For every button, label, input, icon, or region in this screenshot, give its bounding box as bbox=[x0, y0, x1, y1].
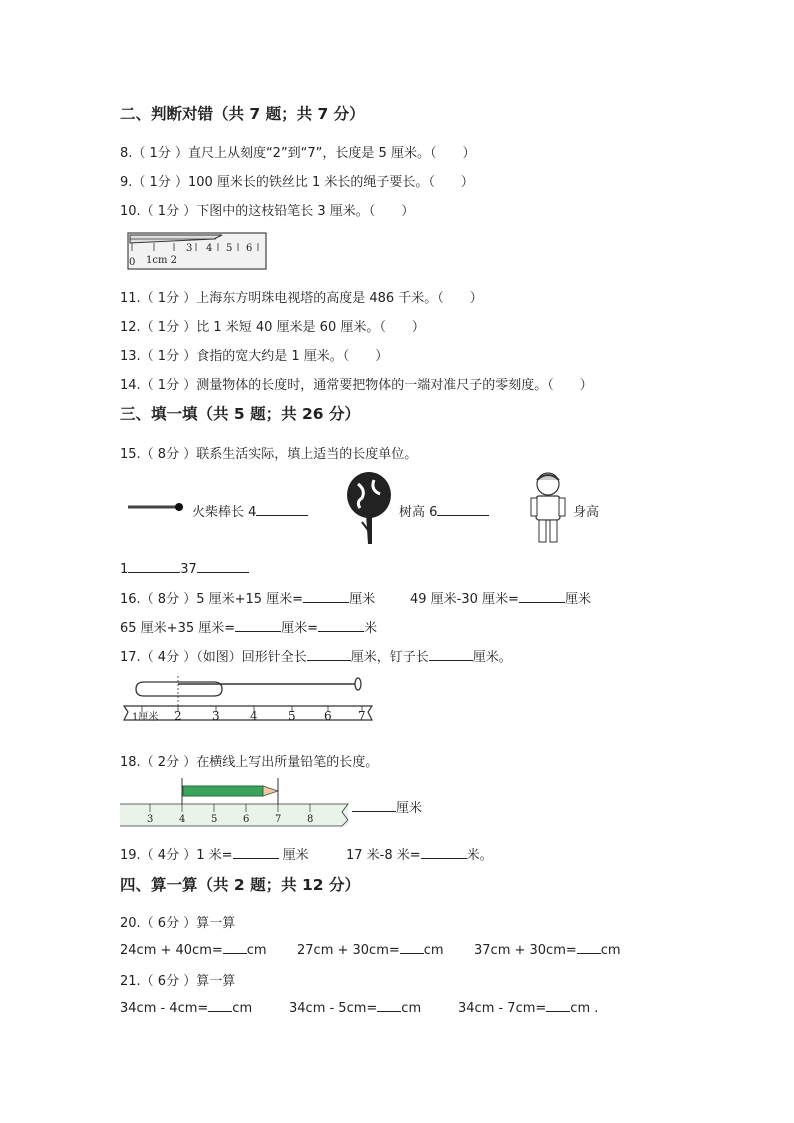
answer-blank[interactable] bbox=[256, 503, 308, 516]
answer-blank[interactable] bbox=[235, 619, 281, 632]
answer-blank[interactable] bbox=[546, 999, 570, 1012]
answer-blank[interactable] bbox=[318, 619, 364, 632]
question-16-c: 65 厘米+35 厘米= 厘米= 米 bbox=[120, 621, 378, 636]
section-4-title: 四、算一算（共 2 题；共 12 分） bbox=[120, 876, 360, 894]
q15-match-label: 火柴棒长 4 bbox=[192, 501, 308, 520]
tree-icon bbox=[344, 470, 394, 546]
ruler-label: 8 bbox=[307, 814, 314, 825]
question-14: 14.（ 1分 ）测量物体的长度时，通常要把物体的一端对准尺子的零刻度。（ ） bbox=[120, 378, 593, 393]
ruler-label: 4 bbox=[206, 243, 213, 254]
question-9: 9.（ 1分 ）100 厘米长的铁丝比 1 米长的绳子要长。（ ） bbox=[120, 175, 474, 190]
question-16-b: 49 厘米-30 厘米= 厘米 bbox=[410, 592, 591, 607]
answer-blank[interactable] bbox=[577, 941, 601, 954]
question-8: 8.（ 1分 ）直尺上从刻度“2”到“7”，长度是 5 厘米。（ ） bbox=[120, 146, 476, 161]
answer-blank[interactable] bbox=[377, 999, 401, 1012]
question-20: 20.（ 6分 ）算一算 bbox=[120, 916, 236, 931]
q15-tree-label: 树高 6 bbox=[399, 501, 489, 520]
answer-blank[interactable] bbox=[519, 590, 565, 603]
answer-blank[interactable] bbox=[223, 941, 247, 954]
ruler-label: 6 bbox=[324, 709, 332, 723]
ruler-label: 2 bbox=[174, 709, 182, 723]
question-19-b: 17 米-8 米= 米。 bbox=[346, 848, 493, 863]
answer-blank[interactable] bbox=[421, 846, 467, 859]
question-13: 13.（ 1分 ）食指的宽大约是 1 厘米。（ ） bbox=[120, 349, 389, 364]
q21-item: 34cm - 4cm= cm bbox=[120, 1001, 253, 1016]
answer-blank[interactable] bbox=[233, 846, 279, 859]
pencil-ruler-figure bbox=[126, 225, 268, 273]
question-11: 11.（ 1分 ）上海东方明珠电视塔的高度是 486 千米。（ ） bbox=[120, 291, 483, 306]
ruler-body bbox=[124, 706, 372, 720]
section-3-title: 三、填一填（共 5 题；共 26 分） bbox=[120, 405, 360, 423]
ruler-label: 7 bbox=[358, 709, 366, 723]
question-21: 21.（ 6分 ）算一算 bbox=[120, 974, 236, 989]
answer-blank[interactable] bbox=[352, 799, 396, 812]
question-17: 17.（ 4分 ）（如图）回形针全长 厘米，钉子长 厘米。 bbox=[120, 650, 512, 665]
ruler-label: 1cm 2 bbox=[146, 255, 177, 266]
q15-person-label: 身高 bbox=[573, 505, 600, 520]
q21-item: 34cm - 7cm= cm . bbox=[458, 1001, 599, 1016]
matchstick-icon bbox=[126, 500, 186, 514]
q18-answer: 厘米 bbox=[352, 797, 422, 816]
ruler-label: 7 bbox=[275, 814, 282, 825]
question-19-a: 19.（ 4分 ）1 米= 厘米 bbox=[120, 848, 309, 863]
q21-item: 34cm - 5cm= cm bbox=[289, 1001, 422, 1016]
answer-blank[interactable] bbox=[429, 648, 473, 661]
answer-blank[interactable] bbox=[437, 503, 489, 516]
q20-item: 24cm + 40cm= cm bbox=[120, 943, 267, 958]
paperclip-nail-ruler-figure bbox=[122, 672, 378, 738]
ruler-label: 1厘米 bbox=[132, 712, 159, 723]
section-2-title: 二、判断对错（共 7 题；共 7 分） bbox=[120, 105, 365, 123]
ruler-label: 3 bbox=[186, 243, 193, 254]
question-18: 18.（ 2分 ）在横线上写出所量铅笔的长度。 bbox=[120, 755, 379, 770]
answer-blank[interactable] bbox=[208, 999, 232, 1012]
pencil-measure-figure bbox=[120, 776, 352, 828]
q15-line2: 1 37 bbox=[120, 560, 249, 577]
ruler-label: 6 bbox=[246, 243, 253, 254]
question-10: 10.（ 1分 ）下图中的这枝铅笔长 3 厘米。（ ） bbox=[120, 204, 415, 219]
ruler-label: 5 bbox=[211, 814, 218, 825]
ruler-label: 0 bbox=[129, 257, 136, 268]
answer-blank[interactable] bbox=[400, 941, 424, 954]
ruler-label: 5 bbox=[226, 243, 233, 254]
ruler-label: 3 bbox=[212, 709, 220, 723]
answer-blank[interactable] bbox=[303, 590, 349, 603]
ruler-label: 4 bbox=[250, 709, 258, 723]
ruler-label: 6 bbox=[243, 814, 250, 825]
question-15: 15.（ 8分 ）联系生活实际，填上适当的长度单位。 bbox=[120, 447, 418, 462]
answer-blank[interactable] bbox=[307, 648, 351, 661]
answer-blank[interactable] bbox=[128, 560, 180, 573]
pencil-shape bbox=[183, 786, 263, 796]
q20-item: 37cm + 30cm= cm bbox=[474, 943, 621, 958]
ruler-label: 5 bbox=[288, 709, 296, 723]
ruler-label: 4 bbox=[179, 814, 186, 825]
question-12: 12.（ 1分 ）比 1 米短 40 厘米是 60 厘米。（ ） bbox=[120, 320, 425, 335]
q20-item: 27cm + 30cm= cm bbox=[297, 943, 444, 958]
answer-blank[interactable] bbox=[197, 560, 249, 573]
boy-icon bbox=[528, 470, 568, 546]
question-16-a: 16.（ 8分 ）5 厘米+15 厘米= 厘米 bbox=[120, 592, 376, 607]
ruler-label: 3 bbox=[147, 814, 154, 825]
